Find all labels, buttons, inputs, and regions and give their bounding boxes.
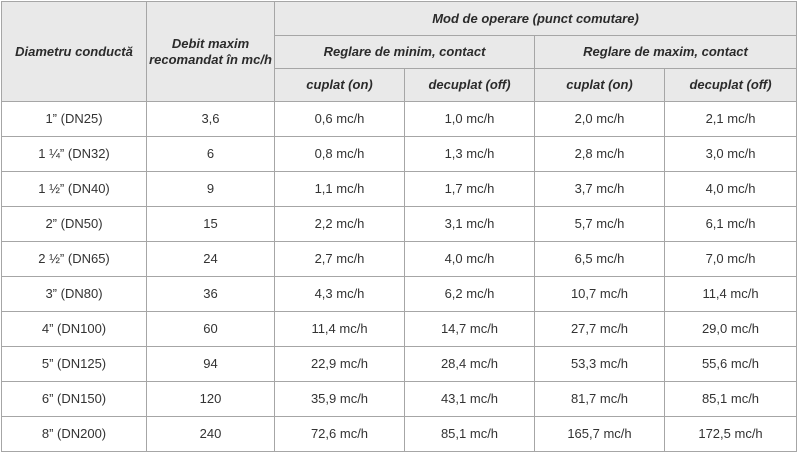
cell-min-off: 85,1 mc/h [405, 417, 535, 452]
cell-diameter: 3” (DN80) [2, 277, 147, 312]
cell-max-on: 5,7 mc/h [535, 207, 665, 242]
cell-max-off: 172,5 mc/h [665, 417, 797, 452]
cell-max-flow: 60 [147, 312, 275, 347]
cell-min-off: 4,0 mc/h [405, 242, 535, 277]
cell-min-on: 2,2 mc/h [275, 207, 405, 242]
table-row [2, 102, 797, 137]
cell-min-off: 1,7 mc/h [405, 172, 535, 207]
cell-min-off: 28,4 mc/h [405, 347, 535, 382]
cell-min-on: 11,4 mc/h [275, 312, 405, 347]
table-body [2, 102, 797, 452]
cell-max-off: 29,0 mc/h [665, 312, 797, 347]
table-row [2, 277, 797, 312]
cell-diameter: 5” (DN125) [2, 347, 147, 382]
cell-diameter: 1” (DN25) [2, 102, 147, 137]
table-row [2, 242, 797, 277]
cell-max-flow: 6 [147, 137, 275, 172]
table-row [2, 172, 797, 207]
cell-max-flow: 15 [147, 207, 275, 242]
cell-max-flow: 94 [147, 347, 275, 382]
table-row [2, 137, 797, 172]
header-operating-mode: Mod de operare (punct comutare) [275, 2, 797, 36]
cell-min-on: 22,9 mc/h [275, 347, 405, 382]
cell-max-on: 2,8 mc/h [535, 137, 665, 172]
cell-min-on: 1,1 mc/h [275, 172, 405, 207]
table-row [2, 312, 797, 347]
flow-switch-table [1, 1, 797, 452]
cell-max-off: 85,1 mc/h [665, 382, 797, 417]
cell-max-on: 81,7 mc/h [535, 382, 665, 417]
cell-max-off: 7,0 mc/h [665, 242, 797, 277]
cell-min-off: 6,2 mc/h [405, 277, 535, 312]
header-min-setting: Reglare de minim, contact [275, 36, 535, 69]
cell-max-off: 11,4 mc/h [665, 277, 797, 312]
cell-max-off: 55,6 mc/h [665, 347, 797, 382]
cell-max-on: 10,7 mc/h [535, 277, 665, 312]
cell-max-off: 2,1 mc/h [665, 102, 797, 137]
cell-min-on: 35,9 mc/h [275, 382, 405, 417]
cell-max-flow: 120 [147, 382, 275, 417]
cell-diameter: 4” (DN100) [2, 312, 147, 347]
cell-max-flow: 9 [147, 172, 275, 207]
header-max-off: decuplat (off) [665, 69, 797, 102]
cell-min-off: 1,0 mc/h [405, 102, 535, 137]
cell-diameter: 8” (DN200) [2, 417, 147, 452]
cell-diameter: 2 ½” (DN65) [2, 242, 147, 277]
cell-max-off: 6,1 mc/h [665, 207, 797, 242]
cell-max-flow: 36 [147, 277, 275, 312]
table-row [2, 417, 797, 452]
cell-max-on: 27,7 mc/h [535, 312, 665, 347]
cell-max-off: 3,0 mc/h [665, 137, 797, 172]
cell-max-on: 2,0 mc/h [535, 102, 665, 137]
header-max-flow: Debit maxim recomandat în mc/h [147, 2, 275, 102]
cell-min-off: 3,1 mc/h [405, 207, 535, 242]
cell-max-off: 4,0 mc/h [665, 172, 797, 207]
cell-min-off: 43,1 mc/h [405, 382, 535, 417]
cell-min-on: 2,7 mc/h [275, 242, 405, 277]
cell-max-on: 3,7 mc/h [535, 172, 665, 207]
table-row [2, 347, 797, 382]
header-max-setting: Reglare de maxim, contact [535, 36, 797, 69]
cell-max-flow: 3,6 [147, 102, 275, 137]
cell-max-on: 6,5 mc/h [535, 242, 665, 277]
table-row [2, 207, 797, 242]
header-min-off: decuplat (off) [405, 69, 535, 102]
cell-max-flow: 24 [147, 242, 275, 277]
cell-diameter: 2” (DN50) [2, 207, 147, 242]
cell-diameter: 1 ½” (DN40) [2, 172, 147, 207]
cell-diameter: 1 ¼” (DN32) [2, 137, 147, 172]
cell-min-on: 0,8 mc/h [275, 137, 405, 172]
table-row [2, 382, 797, 417]
cell-min-on: 72,6 mc/h [275, 417, 405, 452]
header-pipe-diameter: Diametru conductă [2, 2, 147, 102]
cell-diameter: 6” (DN150) [2, 382, 147, 417]
cell-min-off: 1,3 mc/h [405, 137, 535, 172]
cell-min-on: 0,6 mc/h [275, 102, 405, 137]
cell-max-flow: 240 [147, 417, 275, 452]
cell-min-off: 14,7 mc/h [405, 312, 535, 347]
header-max-on: cuplat (on) [535, 69, 665, 102]
cell-min-on: 4,3 mc/h [275, 277, 405, 312]
cell-max-on: 165,7 mc/h [535, 417, 665, 452]
cell-max-on: 53,3 mc/h [535, 347, 665, 382]
header-min-on: cuplat (on) [275, 69, 405, 102]
